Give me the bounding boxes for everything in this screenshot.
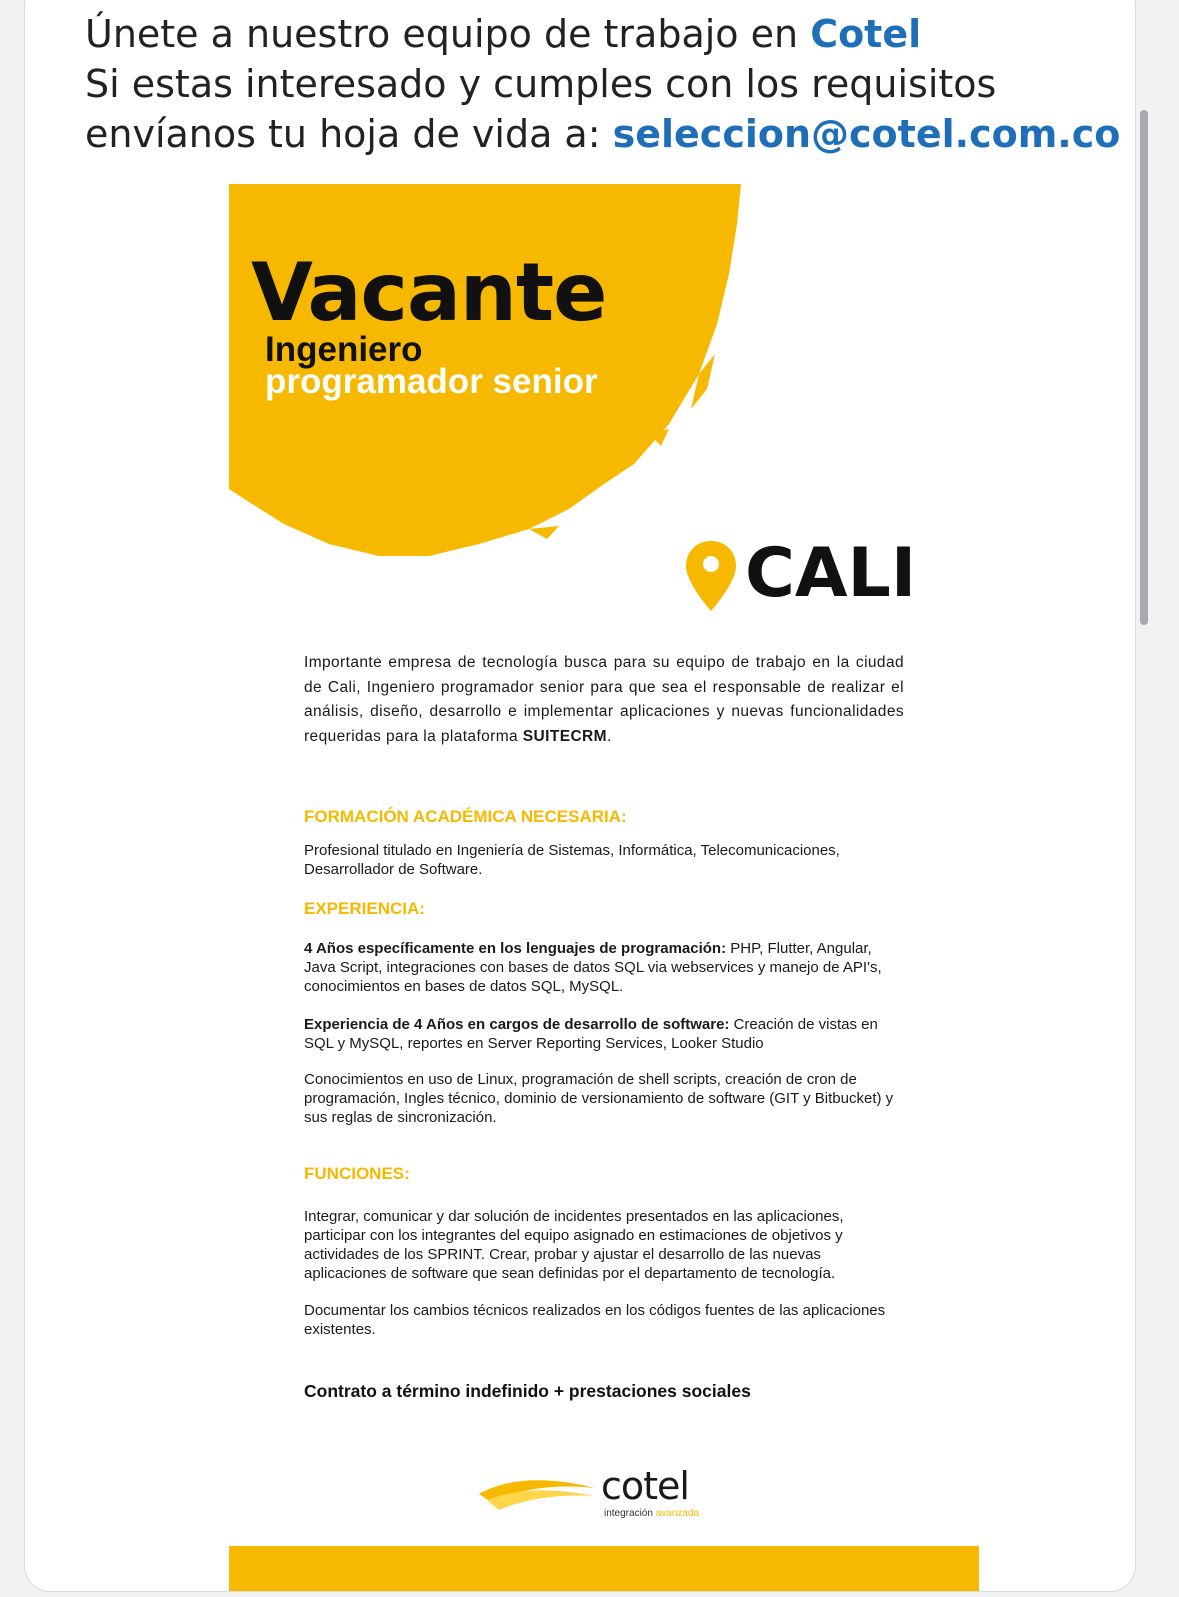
functions-item-2: Documentar los cambios técnicos realizados en los códigos fuentes de las aplicaciones existentes. — [304, 1302, 886, 1338]
experience-item-3: Conocimientos en uso de Linux, programación de shell scripts, creación de cron de programación, Ingles técnico, dominio de versionamiento de software (GIT y Bitbucket) y sus reglas de sincronización. — [304, 1071, 894, 1126]
contract-text: Contrato a término indefinido + prestaciones sociales — [304, 1381, 751, 1401]
post-line-1: Únete a nuestro equipo de trabajo en Cotel — [85, 12, 922, 56]
flyer-subtitle-1: Ingeniero — [265, 330, 423, 369]
job-flyer-image[interactable] — [229, 184, 979, 1592]
functions-item-1: Integrar, comunicar y dar solución de incidentes presentados en las aplicaciones, participar con los integrantes del equipo asignado en estimaciones de objetivos y actividades de los SPRINT. Crear, probar y ajustar el desarrollo de las nuevas aplicaciones de software que sean definidas por el departamento de tecnología. — [304, 1208, 844, 1282]
flyer-subtitle-2: programador senior — [265, 362, 598, 401]
logo-wordmark: cotel — [601, 1464, 689, 1508]
post-text — [85, 9, 1135, 159]
experience-item-2: Experiencia de 4 Años en cargos de desarrollo de software: Creación de vistas en SQL y MySQL, reportes en Server Reporting Services, Looker Studio — [304, 1016, 878, 1052]
flyer-bottom-bar — [229, 1546, 979, 1592]
post-line-2: Si estas interesado y cumples con los requisitos — [85, 62, 997, 106]
experience-item-1: 4 Años específicamente en los lenguajes de programación: PHP, Flutter, Angular, Java Script, integraciones con bases de datos SQL via webservices y manejo de API's, conocimientos en bases de datos SQL, MySQL. — [304, 940, 882, 995]
post-card — [24, 0, 1136, 1592]
flyer-title: Vacante — [251, 246, 607, 339]
email-link[interactable]: seleccion@cotel.com.co — [612, 112, 1121, 156]
cotel-logo — [477, 1464, 737, 1524]
education-heading: FORMACIÓN ACADÉMICA NECESARIA: — [304, 807, 627, 826]
job-intro-paragraph: Importante empresa de tecnología busca para su equipo de trabajo en la ciudad de Cali, Ingeniero programador senior para que sea el responsable de realizar el análisis, diseño, desarrollo e implementar aplicaciones y nuevas funcionalidades requeridas para la plataforma SUITECRM. — [304, 654, 904, 745]
location-pin-icon — [684, 539, 738, 613]
logo-tagline: integración avanzada — [604, 1508, 700, 1519]
cotel-swoosh-icon — [477, 1474, 597, 1514]
education-text: Profesional titulado en Ingeniería de Sistemas, Informática, Telecomunicaciones, Desarrollador de Software. — [304, 842, 840, 878]
city-label: CALI — [745, 534, 917, 613]
functions-heading: FUNCIONES: — [304, 1164, 410, 1183]
brand-link[interactable]: Cotel — [810, 12, 922, 56]
experience-heading: EXPERIENCIA: — [304, 899, 425, 918]
post-line-3: envíanos tu hoja de vida a: seleccion@cotel.com.co — [85, 112, 1121, 156]
vertical-scrollbar[interactable] — [1140, 110, 1148, 625]
